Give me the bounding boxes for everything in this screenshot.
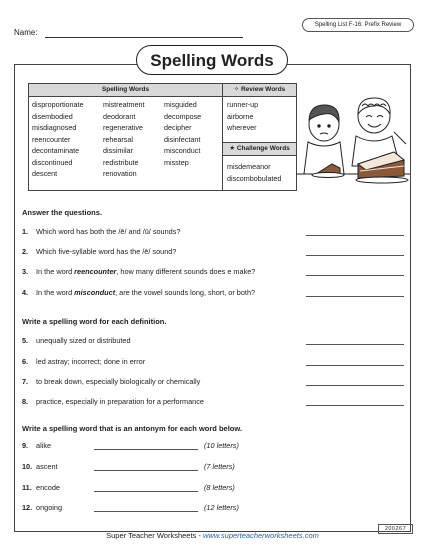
question-number: 11. [22, 483, 32, 492]
section-3-heading: Write a spelling word that is an antonym for each word below. [22, 424, 243, 433]
list-item: discombobulated [227, 173, 282, 183]
question-text: led astray; incorrect; done in error [36, 357, 146, 366]
list-item: disproportionate [32, 100, 84, 109]
footer-separator: - [196, 531, 203, 540]
word-column-2 [103, 99, 145, 180]
list-item: regenerative [103, 123, 143, 132]
word-column-1 [32, 99, 84, 180]
antonym-word: encode [36, 483, 60, 492]
antonym-word: alike [36, 441, 52, 450]
question-number: 4. [22, 288, 29, 297]
name-line[interactable] [45, 37, 243, 38]
question-number: 5. [22, 336, 29, 345]
review-words-header: ✧ Review Words [223, 84, 296, 96]
antonym-word: ascent [36, 462, 58, 471]
letter-hint: (10 letters) [204, 441, 239, 450]
question-number: 10. [22, 462, 33, 471]
spelling-words-header: Spelling Words [29, 84, 222, 96]
list-item: mistreatment [103, 100, 145, 109]
answer-line[interactable] [94, 491, 198, 492]
list-item: misdiagnosed [32, 123, 77, 132]
list-item: misstep [164, 157, 189, 167]
list-item: decontaminate [32, 146, 80, 155]
answer-line[interactable] [306, 344, 404, 345]
question-2 [22, 247, 176, 256]
question-text: , how many different sounds does e make? [116, 267, 256, 276]
question-text: In the word [36, 288, 75, 297]
question-keyword: misconduct [74, 288, 116, 297]
letter-hint: (7 letters) [204, 462, 235, 471]
challenge-words-header: ★ Challenge Words [223, 143, 296, 155]
question-number: 6. [22, 357, 29, 366]
question-7 [22, 377, 200, 386]
question-text: Which five-syllable word has the /ē/ sound? [36, 247, 177, 256]
kids-cake-illustration [296, 94, 410, 192]
list-item: deodorant [103, 111, 136, 121]
list-item: runner-up [227, 100, 259, 109]
question-3 [22, 267, 255, 276]
question-number: 9. [22, 441, 29, 450]
list-item: reencounter [32, 134, 71, 144]
challenge-words-list [227, 161, 281, 184]
list-item: decompose [164, 111, 202, 121]
question-text: Which word has both the /ē/ and /ū/ sounds? [36, 227, 181, 236]
table-divider [222, 84, 223, 190]
section-2-heading: Write a spelling word for each definition. [22, 317, 167, 326]
challenge-divider-bottom [222, 155, 296, 156]
question-9 [22, 441, 51, 450]
word-column-3 [164, 99, 201, 168]
question-number: 3. [22, 267, 29, 276]
list-item: decipher [164, 123, 192, 132]
letter-hint: (8 letters) [204, 483, 235, 492]
name-label: Name: [14, 28, 38, 37]
question-number: 8. [22, 397, 29, 406]
footer [0, 531, 425, 540]
answer-line[interactable] [94, 449, 198, 450]
review-words-list [227, 99, 258, 134]
section-1-heading: Answer the questions. [22, 208, 103, 217]
question-number: 2. [22, 247, 29, 256]
question-8 [22, 397, 204, 406]
question-4 [22, 288, 255, 297]
question-text: In the word [36, 267, 75, 276]
list-item: discontinued [32, 157, 73, 167]
question-number: 12. [22, 503, 33, 512]
question-6 [22, 357, 145, 366]
answer-line[interactable] [306, 255, 404, 256]
list-item: disinfectant [164, 134, 201, 144]
list-item: airborne [227, 111, 254, 121]
list-item: wherever [227, 123, 257, 132]
word-table [28, 83, 297, 191]
answer-line[interactable] [94, 470, 198, 471]
worksheet-code: 200267 [378, 524, 413, 534]
answer-line[interactable] [306, 385, 404, 386]
answer-line[interactable] [306, 275, 404, 276]
answer-line[interactable] [306, 365, 404, 366]
question-text: to break down, especially biologically or chemically [36, 377, 201, 386]
question-text: practice, especially in preparation for a performance [36, 397, 204, 406]
question-text: , are the vowel sounds long, short, or both? [115, 288, 256, 297]
answer-line[interactable] [94, 511, 198, 512]
question-number: 7. [22, 377, 29, 386]
question-5 [22, 336, 131, 345]
list-item: misdemeanor [227, 162, 271, 171]
letter-hint: (12 letters) [204, 503, 239, 512]
footer-link[interactable]: www.superteacherworksheets.com [202, 531, 319, 540]
answer-line[interactable] [306, 296, 404, 297]
question-1 [22, 227, 180, 236]
footer-brand: Super Teacher Worksheets [106, 531, 197, 540]
question-10 [22, 462, 58, 471]
antonym-word: ongoing [36, 503, 63, 512]
list-item: descent [32, 169, 58, 178]
list-item: rehearsal [103, 134, 133, 144]
list-item: redistribute [103, 157, 139, 167]
page-title: Spelling Words [136, 45, 288, 75]
answer-line[interactable] [306, 235, 404, 236]
list-item: disembodied [32, 111, 73, 121]
list-item: misguided [164, 100, 197, 109]
list-item: dissimilar [103, 146, 133, 155]
answer-line[interactable] [306, 405, 404, 406]
question-number: 1. [22, 227, 29, 236]
question-11 [22, 483, 60, 492]
list-item: renovation [103, 169, 137, 178]
list-item: misconduct [164, 146, 201, 155]
header-divider [29, 96, 296, 97]
list-tag: Spelling List F-16: Prefix Review [302, 18, 414, 32]
question-keyword: reencounter [74, 267, 117, 276]
question-text: unequally sized or distributed [36, 336, 131, 345]
question-12 [22, 503, 62, 512]
